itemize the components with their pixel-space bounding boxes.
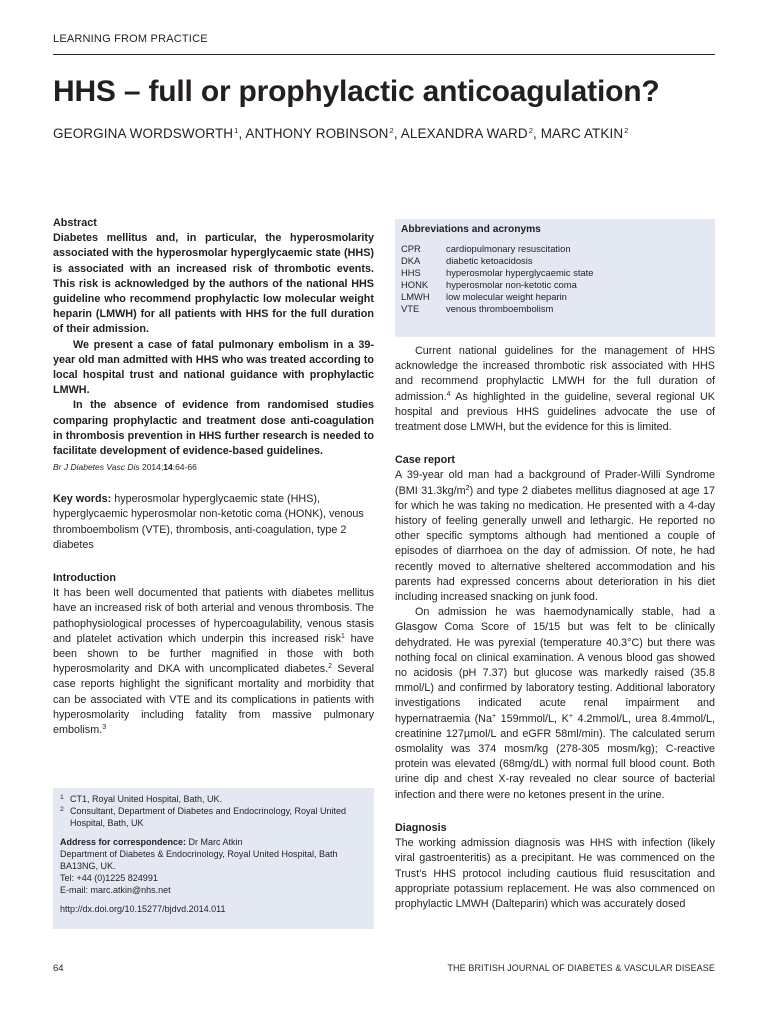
author-name: GEORGINA WORDSWORTH <box>53 126 234 141</box>
abbreviation-row <box>401 303 709 315</box>
left-column <box>53 216 374 738</box>
journal-citation <box>53 460 374 474</box>
author-name: MARC ATKIN <box>540 126 624 141</box>
abstract-paragraph: Diabetes mellitus and, in particular, the hyperosmolarity associated with the hyperosmolar hyperglycaemic state (HHS) is associated with an increased risk of thrombotic events. This risk is acknowledged by the authors of the national HHS guideline who recommend prophylactic low molecular weight heparin (LMWH) for all patients with HHS for the full duration of their admission. <box>53 232 374 336</box>
abbreviation-definition: cardiopulmonary resuscitation <box>446 243 571 254</box>
journal-name: THE BRITISH JOURNAL OF DIABETES & VASCULAR DISEASE <box>447 963 715 973</box>
citation-journal: Br J Diabetes Vasc Dis <box>53 462 140 473</box>
text-run: On admission he was haemodynamically stable, had a Glasgow Coma Score of 15/15 but was felt to be clinically dehydrated. He was pyrexial (temperature 40.3°C) but there was nothing focal on clinical examination. A venous blood gas showed no acidosis (pH 7.37) but glucose was markedly raised (35.8 mmol/L) and confirmed by laboratory testing. Additional laboratory investigations indicated acute renal impairment and hypernatraemia (Na <box>395 606 715 725</box>
abbreviation-definition: venous thromboembolism <box>446 303 554 315</box>
reference-mark: 3 <box>102 724 107 732</box>
diagnosis-heading: Diagnosis <box>395 821 447 834</box>
abstract-paragraph: We present a case of fatal pulmonary embolism in a 39-year old man admitted with HHS who was treated according to local hospital trust and national guidance with prophylactic LMWH. <box>53 338 374 397</box>
text-run: Several case reports highlight the significant mortality and morbidity that can be associated with VTE and its complications in patients with hyperosmolarity including fatality from massive pulmonary embolism. <box>53 663 375 737</box>
abbreviation: HHS <box>401 267 421 279</box>
abbreviations-title: Abbreviations and acronyms <box>401 224 541 235</box>
case-report-heading: Case report <box>395 454 456 467</box>
abbreviation-definition: low molecular weight heparin <box>446 291 567 303</box>
abbreviation: CPR <box>401 243 421 254</box>
abbreviation: DKA <box>401 255 421 267</box>
abbreviation: VTE <box>401 303 420 315</box>
affiliations-box <box>53 788 374 929</box>
citation-year: 2014; <box>139 462 164 473</box>
text-run: 159mmol/L, K <box>496 712 569 725</box>
reference-mark: 1 <box>341 632 345 640</box>
abbreviation-row <box>401 243 709 255</box>
diagnosis-paragraph: The working admission diagnosis was HHS with infection (likely viral gastroenteritis) as a precipitant. He was commenced on the Trust’s HHS protocol including cautious fluid resuscitation and appropriate potassium replacement. He was also commenced on prophylactic LMWH (Dalteparin) which was accurately dosed <box>395 837 715 910</box>
abbreviation-row <box>401 267 709 279</box>
section-label: LEARNING FROM PRACTICE <box>53 33 208 45</box>
author-list <box>53 126 629 141</box>
text-run: Current national guidelines for the management of HHS acknowledge the increased thrombotic risk associated with HHS and recommend prophylactic LMWH for the full duration of admission. <box>395 345 715 403</box>
correspondence-heading <box>60 836 367 848</box>
affiliation-item <box>60 805 367 829</box>
correspondence-line: Department of Diabetes & Endocrinology, Royal United Hospital, Bath <box>60 848 338 859</box>
case-report-paragraph <box>395 468 715 605</box>
text-run: It has been well documented that patients with diabetes mellitus have an increased risk of both arterial and venous thrombosis. The pathophysiological processes of hypercoagulability, venous stasis and platelet activation which underpin this increased risk <box>53 587 374 645</box>
abbreviation: HONK <box>401 279 429 291</box>
author-name: ALEXANDRA WARD <box>400 126 528 141</box>
correspondence-line: BA13NG, UK. <box>60 861 116 872</box>
keywords-text: hyperosmolar hyperglycaemic state (HHS), hyperglycaemic hyperosmolar non-ketotic coma (HONK), venous thromboembolism (VTE), thrombosis, anti-coagulation, type 2 diabetes <box>53 493 364 551</box>
text-run: have been shown to be further magnified in those with both hyperosmolarity and DKA with uncomplicated diabetes. <box>53 632 374 676</box>
author-affiliation-mark: 1 <box>234 126 239 135</box>
abstract-paragraph: In the absence of evidence from randomised studies comparing prophylactic and treatment dose anti-coagulation in thrombosis prevention in HHS further research is needed to facilitate development of evidence-based guidelines. <box>53 399 374 458</box>
correspondence <box>60 836 367 897</box>
article-title: HHS – full or prophylactic anticoagulation? <box>53 75 660 108</box>
citation-pages: :64-66 <box>172 462 197 473</box>
author-separator: , <box>238 126 246 141</box>
abbreviation-definition: hyperosmolar hyperglycaemic state <box>446 267 594 279</box>
abbreviations-box <box>395 219 715 337</box>
author-affiliation-mark: 2 <box>624 126 629 135</box>
right-column <box>395 344 715 912</box>
affiliation-text: CT1, Royal United Hospital, Bath, UK. <box>70 794 223 804</box>
abbreviation-row <box>401 279 709 291</box>
abbreviation-definition: hyperosmolar non-ketotic coma <box>446 279 577 291</box>
text-run: ) and type 2 diabetes mellitus diagnosed at age 17 for which he was taking no medication. He presented with a 4-day history of feeling generally unwell and lethargic. He reported no other specific symptoms although had mentioned a couple of episodes of diarrhoea on the day of admission. Of note, he had recently moved to alternative sheltered accommodation and his parents had expressed concerns about deterioration in his diet including increased snacking on junk food. <box>395 484 716 604</box>
doi-link[interactable]: http://dx.doi.org/10.15277/bjdvd.2014.011 <box>60 903 226 914</box>
correspondence-name: Dr Marc Atkin <box>186 836 243 847</box>
guidelines-paragraph <box>395 344 715 435</box>
reference-mark: 2 <box>328 663 333 671</box>
affiliation-item <box>60 793 367 805</box>
abstract <box>53 216 374 474</box>
text-run: As highlighted in the guideline, several regional UK hospital and previous HHS guidelines advocate the use of treatment dose LMWH, but the evidence for this is limited. <box>395 390 715 434</box>
page-number: 64 <box>53 963 64 974</box>
citation-volume: 14 <box>163 462 173 473</box>
author-separator: , <box>393 126 401 141</box>
author-name: ANTHONY ROBINSON <box>245 126 389 141</box>
reference-mark: 4 <box>446 390 451 398</box>
introduction-heading: Introduction <box>53 572 116 585</box>
affiliation-number: 1 <box>60 794 64 801</box>
author-separator: , <box>533 126 541 141</box>
superscript: 2 <box>465 484 470 492</box>
abstract-heading: Abstract <box>53 217 97 229</box>
abbreviation-row <box>401 255 709 267</box>
header-rule <box>53 54 715 55</box>
abbreviation-definition: diabetic ketoacidosis <box>446 255 533 267</box>
affiliation-text: Consultant, Department of Diabetes and Endocrinology, Royal United Hospital, Bath, UK <box>70 806 346 829</box>
author-affiliation-mark: 2 <box>528 126 533 135</box>
abbreviation: LMWH <box>401 291 430 303</box>
author-affiliation-mark: 2 <box>389 126 394 135</box>
text-run: A 39-year old man had a background of Prader-Willi Syndrome (BMI 31.3kg/m <box>395 469 715 497</box>
correspondence-email[interactable]: E-mail: marc.atkin@nhs.net <box>60 885 171 896</box>
text-run: 4.2mmol/L, urea 8.4mmol/L, creatinine 127µmol/L and eGFR 58ml/min). The calculated serum osmolality was 374 mosm/kg (278-305 mosm/kg); C-reactive protein was elevated (68mg/dL) with normal full blood count. Both urine dip and chest X-ray revealed no clear source of bacterial infection and there were no ketones present in the urine. <box>395 712 715 801</box>
keywords-label: Key words: <box>53 493 112 506</box>
superscript: + <box>491 712 497 720</box>
case-report-paragraph <box>395 605 715 803</box>
superscript: + <box>568 712 573 720</box>
abbreviation-row <box>401 291 709 303</box>
correspondence-label: Address for correspondence: <box>60 836 187 847</box>
introduction-paragraph <box>53 586 374 738</box>
affiliation-number: 2 <box>60 806 64 814</box>
correspondence-line: Tel: +44 (0)1225 824991 <box>60 873 158 884</box>
keywords <box>53 492 374 553</box>
